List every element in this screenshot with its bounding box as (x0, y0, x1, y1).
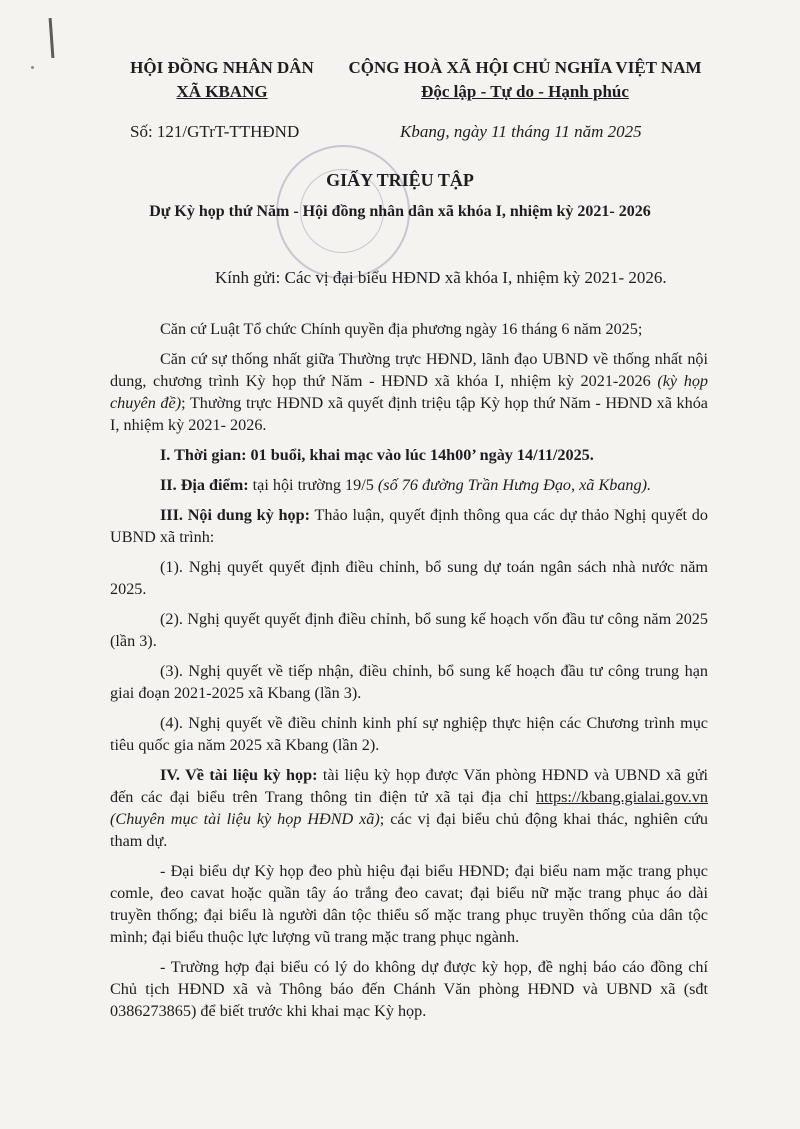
basis-text-a: Căn cứ sự thống nhất giữa Thường trực HĐND, lãnh đạo UBND về thống nhất nội dung, chương trình Kỳ họp thứ Năm - HĐND xã khóa I, nhiệm kỳ 2021-2026 (110, 350, 708, 390)
documents-text-b: ; các vị đại biểu chủ động khai thác, nghiên cứu tham dự. (110, 810, 709, 850)
time-section (110, 444, 708, 466)
time-text: 01 buổi, khai mạc vào lúc 14h00’ ngày 14/11/2025. (246, 446, 594, 464)
dress-code-note: - Đại biểu dự Kỳ họp đeo phù hiệu đại biểu HĐND; đại biểu nam mặc trang phục comle, đeo cavat hoặc quần tây áo trắng đeo cavat; đại biểu nữ mặc trang phục áo dài truyền thống; đại biểu là người dân tộc thiểu số mặc trang phục truyền thống của dân tộc mình; đại biểu thuộc lực lượng vũ trang mặc trang phục ngành. (110, 862, 708, 946)
place-section (110, 474, 708, 496)
document-subtitle: Dự Kỳ họp thứ Năm - Hội đồng nhân dân xã khóa I, nhiệm kỳ 2021- 2026 (149, 203, 651, 220)
document-title: GIẤY TRIỆU TẬP (326, 170, 474, 190)
place-label: II. Địa điểm: (160, 476, 249, 494)
place-italic: (số 76 đường Trần Hưng Đạo, xã Kbang). (377, 476, 652, 494)
basis-text-b: ; Thường trực HĐND xã quyết định triệu tập Kỳ họp thứ Năm - HĐND xã khóa I, nhiệm kỳ 2021- 2026. (110, 394, 708, 434)
content-item-1: (1). Nghị quyết quyết định điều chỉnh, bổ sung dự toán ngân sách nhà nước năm 2025. (110, 558, 708, 598)
recipient-line: Kính gửi: Các vị đại biểu HĐND xã khóa I, nhiệm kỳ 2021- 2026. (215, 268, 667, 287)
content-label: III. Nội dung kỳ họp: (160, 506, 311, 524)
org-name: HỘI ĐỒNG NHÂN DÂN (130, 58, 314, 77)
document-number: Số: 121/GTrT-TTHĐND (130, 122, 300, 141)
content-text: Thảo luận, quyết định thông qua các dự thảo Nghị quyết do UBND xã trình: (110, 506, 708, 546)
time-label: I. Thời gian: (160, 446, 247, 464)
document-date: Kbang, ngày 11 tháng 11 năm 2025 (400, 122, 642, 141)
scan-artifact-mark (49, 18, 55, 58)
content-item-4: (4). Nghị quyết về điều chỉnh kinh phí sự nghiệp thực hiện các Chương trình mục tiêu quốc gia năm 2025 xã Kbang (lần 2). (110, 714, 708, 754)
basis-paragraph-2 (110, 348, 708, 436)
place-text: tại hội trường 19/5 (248, 476, 378, 494)
org-commune: XÃ KBANG (176, 82, 268, 101)
basis-paragraph-1: Căn cứ Luật Tổ chức Chính quyền địa phương ngày 16 tháng 6 năm 2025; (160, 320, 643, 338)
national-heading (335, 56, 715, 104)
basis-italic: (kỳ họp chuyên đề) (110, 372, 709, 412)
absence-note: - Trường hợp đại biểu có lý do không dự được kỳ họp, đề nghị báo cáo đồng chí Chủ tịch HĐND xã và Thông báo đến Chánh Văn phòng HĐND và UBND xã (sđt 0386273865) để biết trước khi khai mạc Kỳ họp. (110, 958, 708, 1020)
document-body (110, 318, 708, 1030)
issuing-organization (112, 56, 332, 104)
national-motto: Độc lập - Tự do - Hạnh phúc (421, 82, 629, 101)
documents-section (110, 764, 708, 852)
documents-link[interactable]: https://kbang.gialai.gov.vn (535, 788, 708, 806)
documents-italic: (Chuyên mục tài liệu kỳ họp HĐND xã) (110, 810, 380, 828)
documents-label: IV. Về tài liệu kỳ họp: (160, 766, 318, 784)
scan-artifact-dot (31, 66, 34, 69)
content-item-2: (2). Nghị quyết quyết định điều chỉnh, bổ sung kế hoạch vốn đầu tư công năm 2025 (lần 3). (110, 610, 708, 650)
content-item-3: (3). Nghị quyết về tiếp nhận, điều chỉnh, bổ sung kế hoạch đầu tư công trung hạn giai đoạn 2021-2025 xã Kbang (lần 3). (110, 662, 708, 702)
nation-name: CỘNG HOÀ XÃ HỘI CHỦ NGHĨA VIỆT NAM (348, 58, 702, 77)
content-section (110, 504, 708, 548)
documents-text-a: tài liệu kỳ họp được Văn phòng HĐND và UBND xã gửi đến các đại biểu trên Trang thông tin điện tử xã tại địa chỉ (110, 766, 708, 806)
